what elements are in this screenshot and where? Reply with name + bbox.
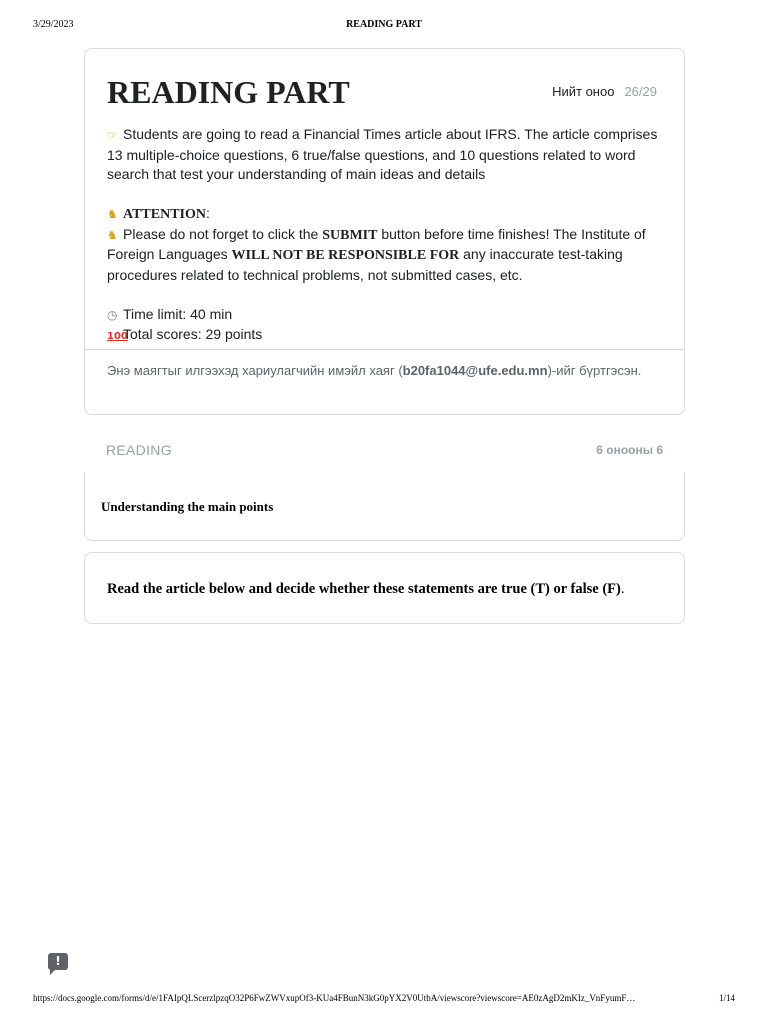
notice-submit: SUBMIT <box>322 227 378 243</box>
feedback-button[interactable] <box>47 950 69 972</box>
intro-text: Students are going to read a Financial Times article about IFRS. The article comprises 13 multiple-choice questions, 6 true/false questions, and 10 questions related to word search that test your understanding of main ideas and details <box>107 126 658 182</box>
notice-text-1: Please do not forget to click the <box>123 225 323 242</box>
email-note-prefix: Энэ маягтыг илгээхэд хариулагчийн имэйл хаяг ( <box>107 363 403 378</box>
horse-racing-icon: ♞ <box>107 227 118 242</box>
hundred-points-icon: 100 <box>107 331 128 342</box>
time-limit-line <box>107 305 662 326</box>
instruction-period: . <box>620 581 625 597</box>
time-limit-text: Time limit: 40 min <box>123 305 233 322</box>
section-header <box>84 432 685 472</box>
form-title: READING PART <box>107 74 350 110</box>
form-description <box>107 125 662 347</box>
instruction-main: Read the article below and decide whether these statements are true (T) or false (F) <box>107 581 621 597</box>
subsection-title: Understanding the main points <box>101 499 274 514</box>
score-value: 26/29 <box>624 84 657 99</box>
notice-text-2: button before time finishes! The Institute of Foreign Languages <box>107 225 646 262</box>
total-scores-line <box>107 325 662 347</box>
section-score: 6 онооны 6 <box>596 443 663 457</box>
report-issue-icon: ! <box>48 953 68 970</box>
notice-text-3: any inaccurate test-taking procedures related to technical problems, not submitted cases, etc. <box>107 246 623 283</box>
total-scores-text: Total scores: 29 points <box>123 326 263 342</box>
section-name: READING <box>106 442 172 458</box>
notice-bold: WILL NOT BE RESPONSIBLE FOR <box>231 248 460 263</box>
intro-paragraph <box>107 125 662 185</box>
email-recorded-note <box>85 349 684 381</box>
attention-colon: : <box>205 205 210 221</box>
print-header-title: READING PART <box>346 19 422 30</box>
notice-paragraph <box>107 225 662 286</box>
print-date: 3/29/2023 <box>33 19 74 30</box>
form-header-card <box>84 48 685 415</box>
score-label: Нийт оноо <box>552 84 615 99</box>
horse-racing-icon: ♞ <box>107 207 118 221</box>
total-score <box>552 84 657 99</box>
attention-heading <box>107 204 662 225</box>
instruction-card <box>84 552 685 624</box>
email-note-suffix: )-ийг бүртгэсэн. <box>547 363 642 378</box>
pointing-hand-icon: ☞ <box>107 128 118 142</box>
clock-icon: ◷ <box>107 307 118 322</box>
print-url: https://docs.google.com/forms/d/e/1FAIpQLScerzlpzqO32P6FwZWVxupOf3-KUa4FBunN3kG0pYX2V0UtbA/viewscore?viewscore=AE0zAgD2mKIz_VnFyumF… <box>33 993 636 1003</box>
respondent-email: b20fa1044@ufe.edu.mn <box>402 363 548 378</box>
instruction-text <box>107 581 624 598</box>
attention-label: ATTENTION <box>123 207 206 222</box>
subsection-card <box>84 472 685 541</box>
print-page-number: 1/14 <box>718 993 735 1003</box>
